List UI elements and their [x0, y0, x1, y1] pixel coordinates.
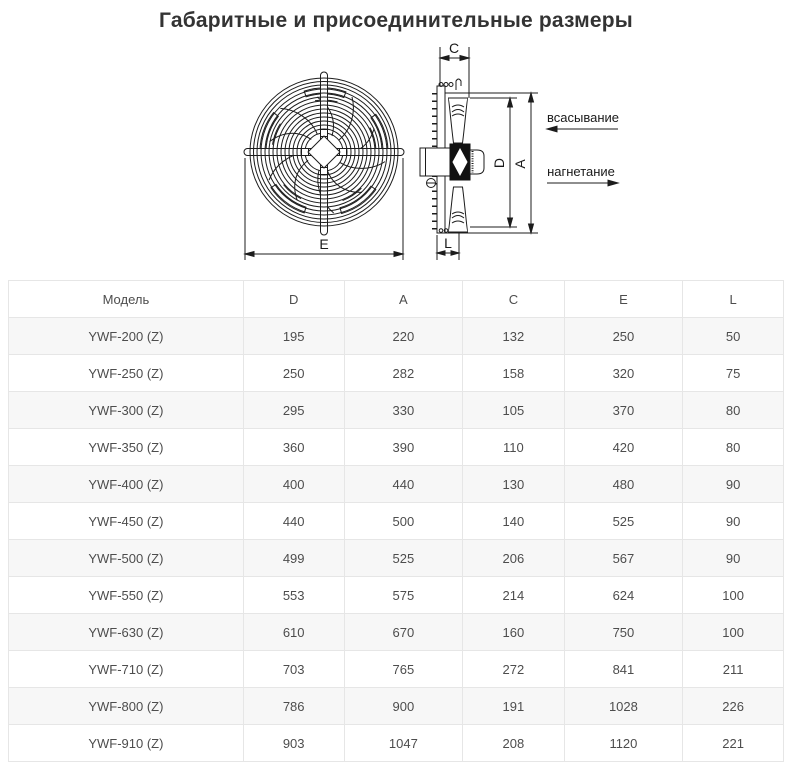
table-row [9, 318, 784, 355]
table-row [9, 651, 784, 688]
table-row [9, 503, 784, 540]
value-cell: 295 [243, 392, 344, 429]
model-cell: YWF-550 (Z) [9, 577, 244, 614]
fan-side-view [420, 40, 619, 260]
model-cell: YWF-300 (Z) [9, 392, 244, 429]
discharge-label: нагнетание [547, 164, 615, 179]
column-header-0: Модель [9, 281, 244, 318]
value-cell: 90 [683, 466, 784, 503]
table-header-row [9, 281, 784, 318]
value-cell: 250 [243, 355, 344, 392]
value-cell: 50 [683, 318, 784, 355]
value-cell: 132 [463, 318, 565, 355]
value-cell: 499 [243, 540, 344, 577]
column-header-1: D [243, 281, 344, 318]
dim-label-d: D [491, 157, 507, 169]
technical-drawing [0, 40, 792, 280]
column-header-3: C [463, 281, 565, 318]
value-cell: 191 [463, 688, 565, 725]
fan-dimensions-diagram [0, 40, 792, 280]
value-cell: 272 [463, 651, 565, 688]
table-row [9, 429, 784, 466]
value-cell: 1028 [564, 688, 683, 725]
value-cell: 90 [683, 540, 784, 577]
column-header-2: A [344, 281, 463, 318]
blade-profile-top [448, 98, 468, 143]
value-cell: 320 [564, 355, 683, 392]
discharge-arrow-icon [608, 180, 618, 186]
column-header-5: L [683, 281, 784, 318]
value-cell: 195 [243, 318, 344, 355]
dim-label-l: L [444, 235, 452, 251]
value-cell: 282 [344, 355, 463, 392]
value-cell: 480 [564, 466, 683, 503]
value-cell: 370 [564, 392, 683, 429]
column-header-4: E [564, 281, 683, 318]
model-cell: YWF-450 (Z) [9, 503, 244, 540]
plate-top-clips [439, 79, 461, 90]
value-cell: 575 [344, 577, 463, 614]
value-cell: 130 [463, 466, 565, 503]
model-cell: YWF-350 (Z) [9, 429, 244, 466]
table-row [9, 355, 784, 392]
value-cell: 214 [463, 577, 565, 614]
value-cell: 525 [564, 503, 683, 540]
value-cell: 624 [564, 577, 683, 614]
value-cell: 220 [344, 318, 463, 355]
value-cell: 211 [683, 651, 784, 688]
model-cell: YWF-630 (Z) [9, 614, 244, 651]
value-cell: 110 [463, 429, 565, 466]
motor-hub [420, 144, 484, 188]
value-cell: 420 [564, 429, 683, 466]
value-cell: 841 [564, 651, 683, 688]
dimension-c [440, 40, 469, 98]
value-cell: 90 [683, 503, 784, 540]
table-row [9, 540, 784, 577]
table-row [9, 614, 784, 651]
value-cell: 567 [564, 540, 683, 577]
airflow-suction [547, 110, 619, 132]
value-cell: 400 [243, 466, 344, 503]
value-cell: 1120 [564, 725, 683, 762]
value-cell: 105 [463, 392, 565, 429]
value-cell: 360 [243, 429, 344, 466]
fan-front-view [244, 72, 404, 260]
table-row [9, 466, 784, 503]
value-cell: 226 [683, 688, 784, 725]
value-cell: 525 [344, 540, 463, 577]
value-cell: 330 [344, 392, 463, 429]
value-cell: 500 [344, 503, 463, 540]
model-cell: YWF-710 (Z) [9, 651, 244, 688]
value-cell: 703 [243, 651, 344, 688]
model-cell: YWF-400 (Z) [9, 466, 244, 503]
table-row [9, 725, 784, 762]
value-cell: 100 [683, 614, 784, 651]
value-cell: 786 [243, 688, 344, 725]
value-cell: 553 [243, 577, 344, 614]
value-cell: 250 [564, 318, 683, 355]
value-cell: 390 [344, 429, 463, 466]
model-cell: YWF-200 (Z) [9, 318, 244, 355]
dimension-a [512, 93, 534, 233]
table-row [9, 688, 784, 725]
airflow-discharge [547, 164, 618, 186]
value-cell: 80 [683, 429, 784, 466]
value-cell: 440 [344, 466, 463, 503]
value-cell: 750 [564, 614, 683, 651]
value-cell: 610 [243, 614, 344, 651]
value-cell: 160 [463, 614, 565, 651]
table-row [9, 392, 784, 429]
page-title: Габаритные и присоединительные размеры [159, 9, 633, 32]
value-cell: 206 [463, 540, 565, 577]
dimension-l [437, 233, 459, 260]
value-cell: 765 [344, 651, 463, 688]
table-body [9, 318, 784, 762]
hub [302, 130, 347, 175]
dim-label-c: C [448, 40, 460, 56]
value-cell: 208 [463, 725, 565, 762]
value-cell: 903 [243, 725, 344, 762]
value-cell: 80 [683, 392, 784, 429]
model-cell: YWF-800 (Z) [9, 688, 244, 725]
dimension-d [491, 98, 513, 227]
model-cell: YWF-250 (Z) [9, 355, 244, 392]
value-cell: 158 [463, 355, 565, 392]
blade-profile-bottom [448, 187, 468, 232]
dim-label-e: E [319, 236, 329, 252]
model-cell: YWF-910 (Z) [9, 725, 244, 762]
value-cell: 221 [683, 725, 784, 762]
dim-label-a: A [512, 159, 528, 169]
value-cell: 140 [463, 503, 565, 540]
value-cell: 900 [344, 688, 463, 725]
value-cell: 75 [683, 355, 784, 392]
value-cell: 440 [243, 503, 344, 540]
value-cell: 1047 [344, 725, 463, 762]
suction-label: всасывание [547, 110, 619, 125]
value-cell: 100 [683, 577, 784, 614]
model-cell: YWF-500 (Z) [9, 540, 244, 577]
dimensions-table [8, 280, 784, 762]
suction-arrow-icon [547, 126, 557, 132]
table-row [9, 577, 784, 614]
value-cell: 670 [344, 614, 463, 651]
